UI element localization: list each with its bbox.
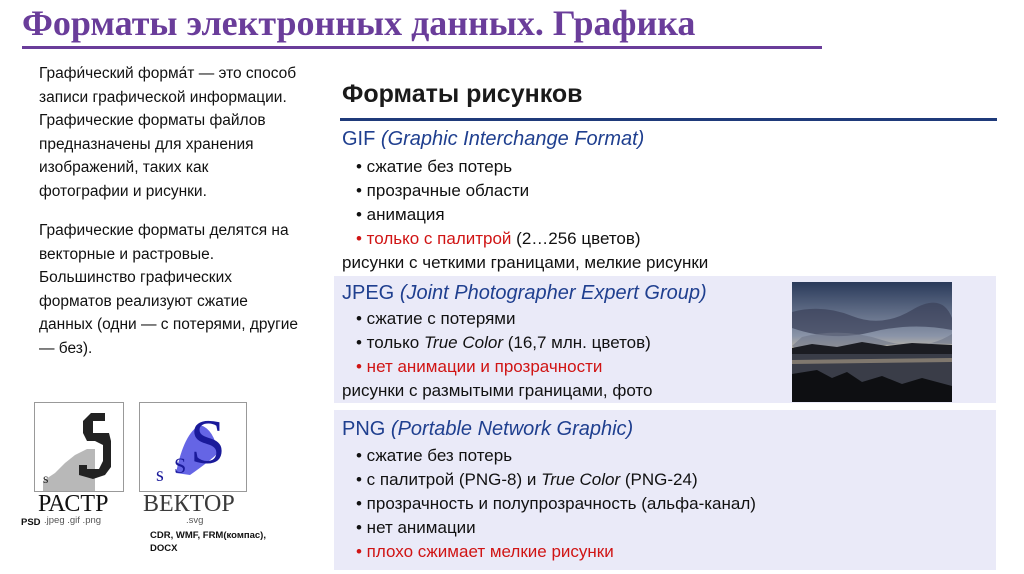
png-bullet-2-post: (PNG-24) (620, 470, 698, 489)
png-section (334, 410, 996, 570)
png-heading (342, 418, 633, 441)
svg-text:S: S (174, 453, 187, 478)
panel-title-rule (340, 118, 997, 121)
jpeg-bullet-3: • нет анимации и прозрачности (356, 357, 603, 376)
svg-text:s: s (156, 464, 164, 486)
png-full-name: (Portable Network Graphic) (390, 418, 634, 440)
jpeg-bullet-2-post: (16,7 млн. цветов) (502, 333, 651, 352)
psd-format: PSD (21, 517, 41, 528)
jpeg-bullet-2 (356, 333, 651, 353)
slide-title: Форматы электронных данных. Графика (22, 3, 696, 43)
png-bullet-2-pre: • с палитрой (PNG-8) и (356, 470, 542, 489)
raster-label: РАСТР (38, 491, 109, 517)
vector-label: ВЕКТОР (143, 491, 235, 517)
gif-heading (342, 128, 644, 151)
jpeg-bullet-1: • сжатие с потерями (356, 309, 516, 328)
vector-extensions: .svg (186, 515, 204, 526)
jpeg-true-color: True Color (423, 333, 503, 352)
jpeg-heading (342, 282, 707, 305)
gif-name: GIF (342, 128, 376, 150)
raster-s-glyph (35, 403, 123, 491)
gif-bullet-4 (356, 229, 641, 249)
description-paragraph-2: Графические форматы делятся на векторные и растровые. Большинство графических форматов реализуют сжатие данных (одни — с потерями, другие — без). (39, 222, 299, 357)
raster-thumbnail (34, 402, 124, 492)
gif-full-name: (Graphic Interchange Format) (380, 128, 645, 150)
gif-section (334, 128, 996, 274)
raster-extensions: .jpeg .gif .png (44, 515, 102, 526)
png-true-color: True Color (541, 470, 621, 489)
description-paragraph-1: Графи́ческий форма́т — это способ записи графической информации. Графические форматы файлов предназначены для хранения изображений, таких как фотографии и рисунки. (39, 65, 297, 200)
title-underline (22, 46, 822, 49)
jpeg-usage: рисунки с размытыми границами, фото (342, 381, 653, 400)
left-description (39, 62, 301, 376)
jpeg-bullet-2-pre: • только (356, 333, 424, 352)
png-bullet-2 (356, 470, 698, 490)
vector-formats: CDR, WMF, FRM(компас), DOCX (150, 530, 266, 554)
png-bullet-5: • плохо сжимает мелкие рисунки (356, 542, 614, 561)
gif-bullet-2: • прозрачные области (356, 181, 530, 200)
jpeg-section (334, 276, 996, 403)
gif-bullet-1: • сжатие без потерь (356, 157, 513, 176)
landscape-photo (792, 282, 952, 402)
jpeg-name: JPEG (342, 282, 395, 304)
png-name: PNG (342, 418, 386, 440)
gif-palette-range: (2…256 цветов) (511, 229, 641, 248)
gif-usage: рисунки с четкими границами, мелкие рисунки (342, 253, 709, 272)
png-bullet-4: • нет анимации (356, 518, 476, 537)
panel-title: Форматы рисунков (342, 80, 583, 108)
gif-bullet-3: • анимация (356, 205, 445, 224)
svg-text:s: s (43, 472, 49, 487)
gif-palette-label: • только с палитрой (356, 229, 512, 248)
png-bullet-3: • прозрачность и полупрозрачность (альфа-канал) (356, 494, 756, 513)
vector-s-glyph (140, 403, 246, 491)
vector-thumbnail (139, 402, 247, 492)
formats-panel (334, 70, 996, 570)
png-bullet-1: • сжатие без потерь (356, 446, 513, 465)
jpeg-full-name: (Joint Photographer Expert Group) (399, 282, 707, 304)
svg-text:S: S (190, 406, 226, 477)
